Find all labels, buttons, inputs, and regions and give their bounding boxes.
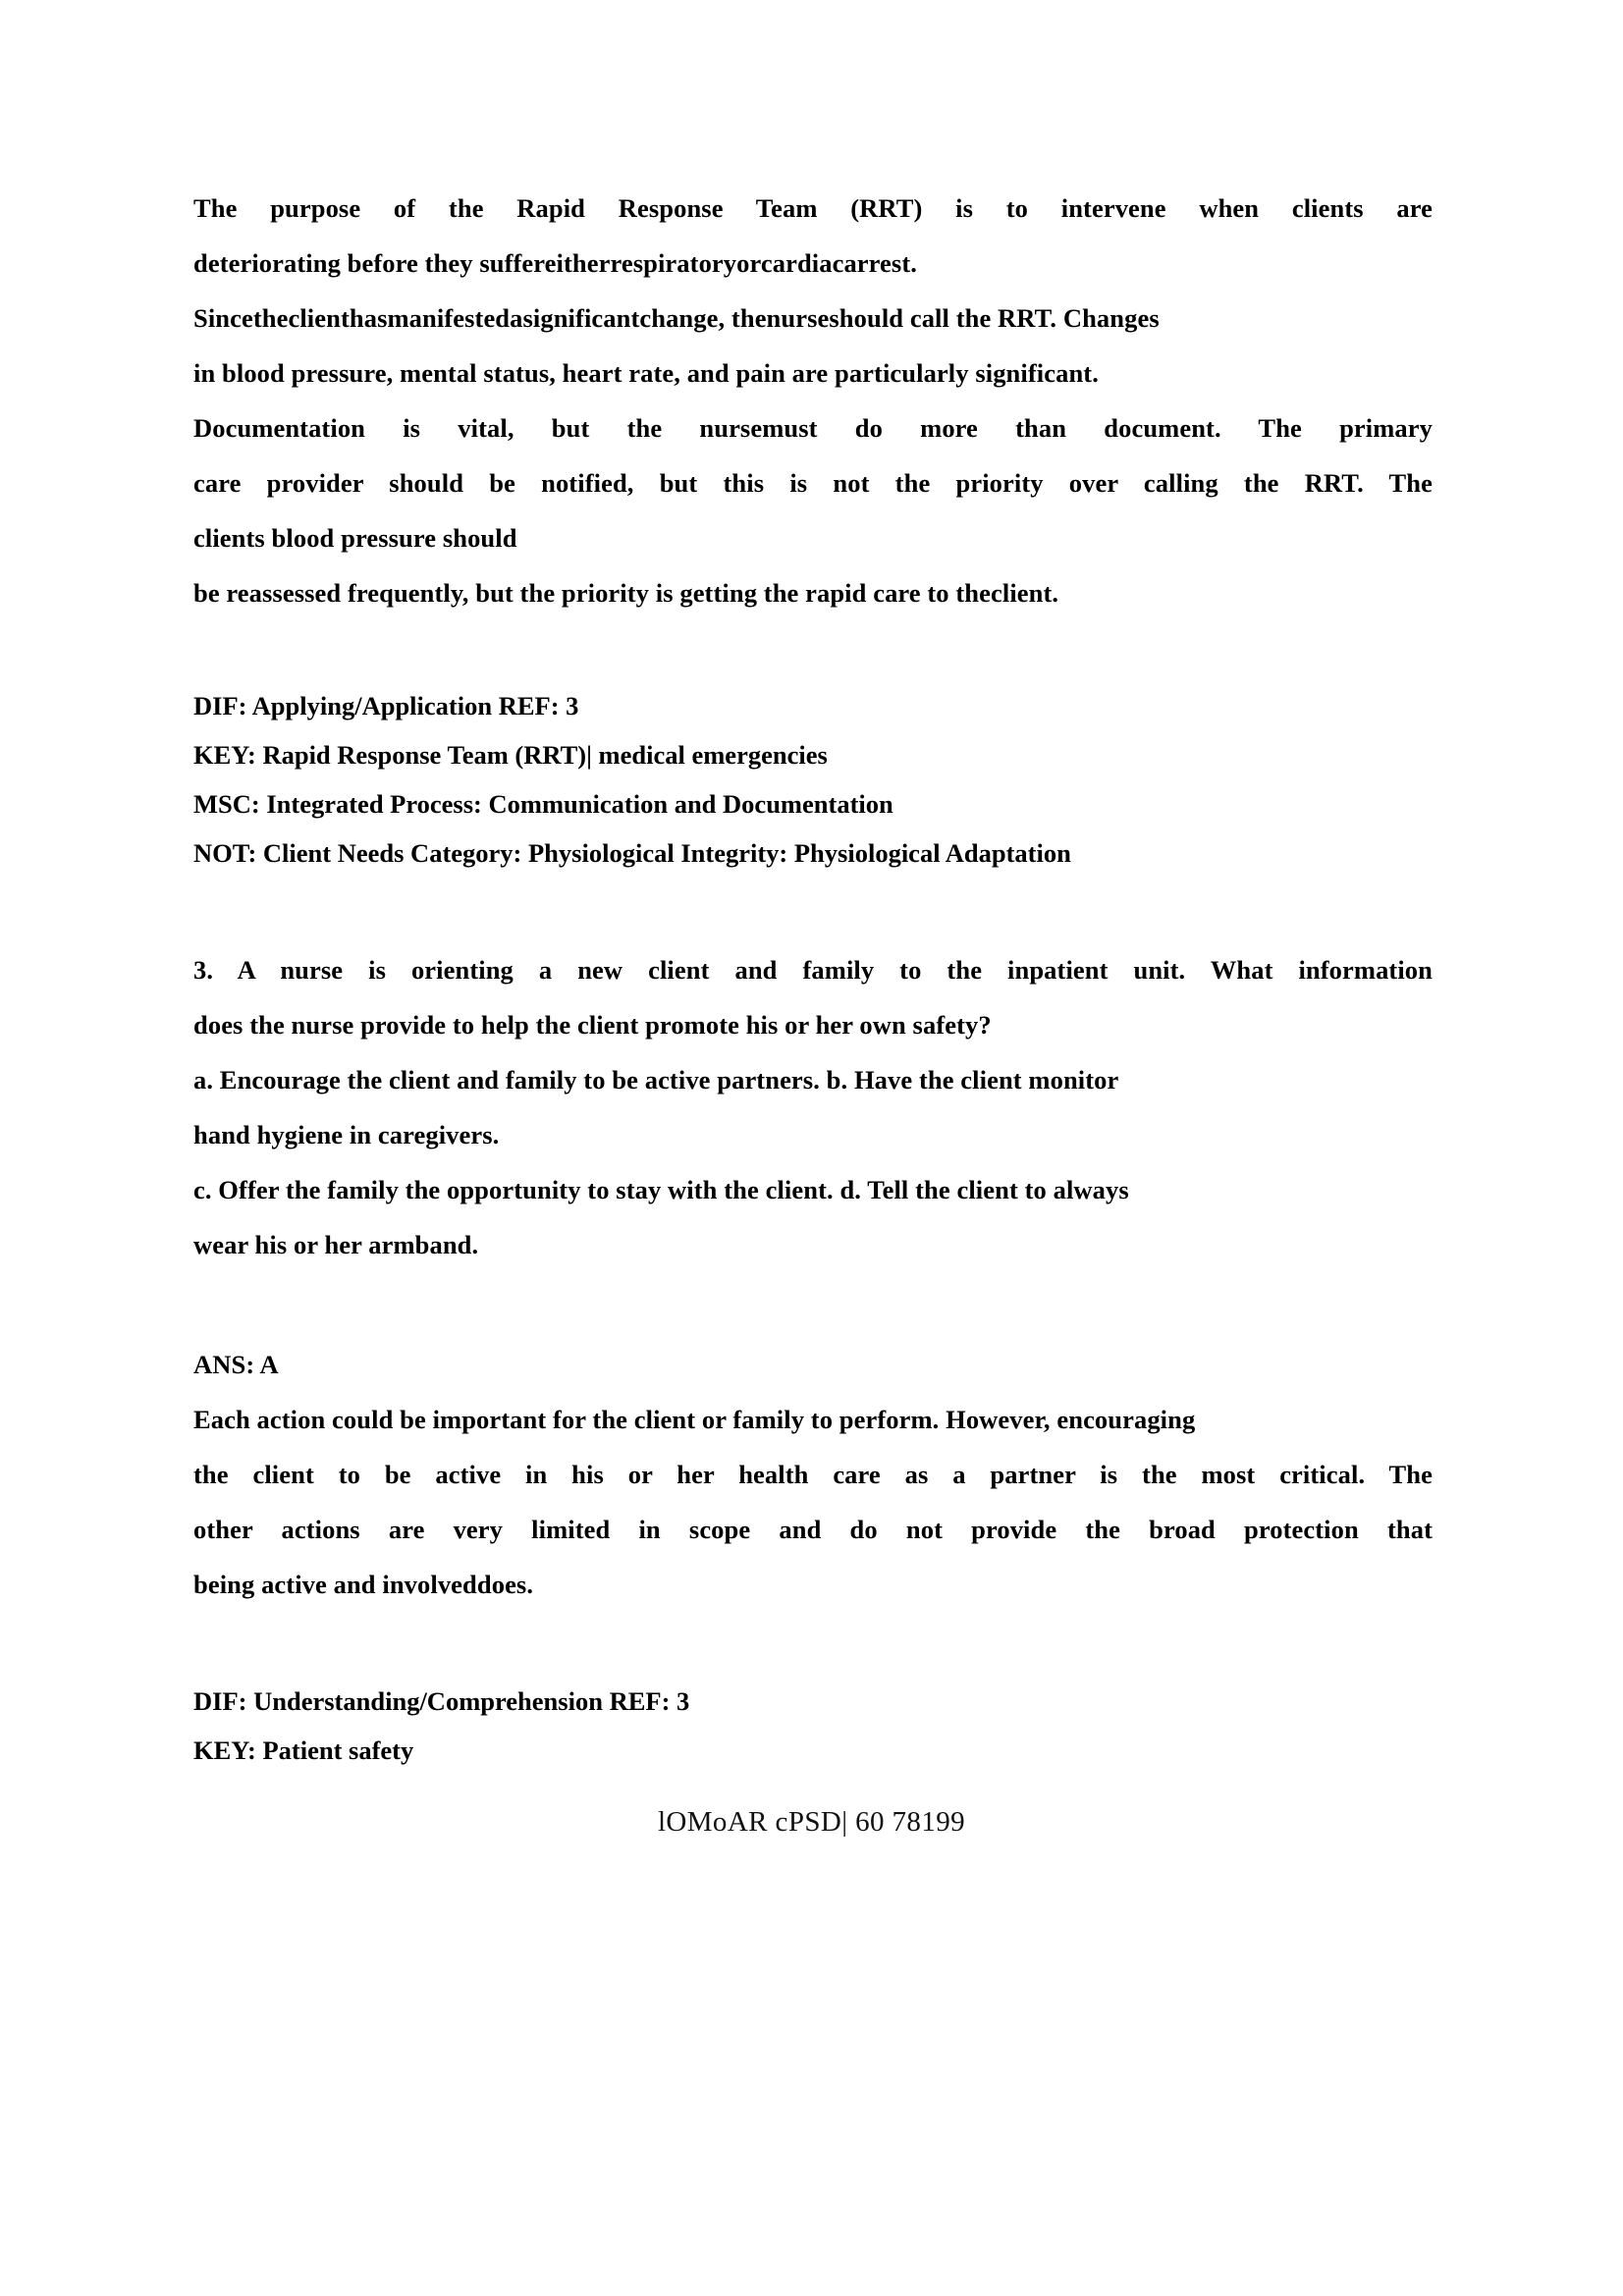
rationale-1-line-7: clients blood pressure should: [193, 523, 517, 553]
metadata-block-1: [193, 681, 1433, 878]
document-body: [193, 181, 1433, 1775]
metadata-1-key: KEY: Rapid Response Team (RRT)| medical emergencies: [193, 740, 828, 770]
spacer-after-metadata-1: [193, 878, 1433, 942]
answer-3-rationale-line-3: other actions are very limited in scope and do not provide the broad protection that: [193, 1515, 1433, 1544]
answer-3-label: ANS: A: [193, 1350, 279, 1379]
spacer-after-answer-3: [193, 1612, 1433, 1677]
page-footer-watermark: lOMoAR cPSD| 60 78199: [657, 1806, 966, 1838]
question-3-option-line-2: hand hygiene in caregivers.: [193, 1120, 500, 1149]
question-3-option-line-1: a. Encourage the client and family to be active partners. b. Have the client monitor: [193, 1065, 1119, 1095]
spacer-before-answer-3: [193, 1272, 1433, 1337]
question-3-option-line-4: wear his or her armband.: [193, 1230, 479, 1259]
metadata-1-dif: DIF: Applying/Application REF: 3: [193, 691, 579, 721]
question-3-stem-line-2: does the nurse provide to help the client promote his or her own safety?: [193, 1010, 992, 1040]
question-3-option-line-3: c. Offer the family the opportunity to stay with the client. d. Tell the client to always: [193, 1175, 1129, 1204]
rationale-1-line-4: in blood pressure, mental status, heart rate, and pain are particularly significant.: [193, 358, 1099, 388]
question-3-stem-line-1: 3. A nurse is orienting a new client and family to the inpatient unit. What information: [193, 955, 1433, 985]
metadata-1-msc: MSC: Integrated Process: Communication and Documentation: [193, 789, 893, 819]
answer-3-rationale-line-1: Each action could be important for the client or family to perform. However, encouraging: [193, 1405, 1196, 1434]
answer-3-rationale-line-2: the client to be active in his or her health care as a partner is the most critical. The: [193, 1460, 1433, 1489]
metadata-block-2: [193, 1677, 1433, 1775]
rationale-1-line-8: be reassessed frequently, but the priority is getting the rapid care to theclient.: [193, 578, 1059, 608]
answer-3-block: [193, 1337, 1433, 1612]
rationale-paragraph-1: [193, 181, 1433, 620]
rationale-1-line-5: Documentation is vital, but the nursemust do more than document. The primary: [193, 413, 1433, 443]
answer-3-rationale-line-4: being active and involveddoes.: [193, 1570, 534, 1599]
metadata-1-not: NOT: Client Needs Category: Physiological Integrity: Physiological Adaptation: [193, 838, 1071, 868]
rationale-1-line-3: Sincetheclienthasmanifestedasignificantchange, thenurseshould call the RRT. Changes: [193, 303, 1160, 333]
metadata-2-key: KEY: Patient safety: [193, 1735, 414, 1765]
rationale-1-line-2: deteriorating before they suffereitherrespiratoryorcardiacarrest.: [193, 248, 917, 278]
question-3-options: [193, 1052, 1433, 1272]
rationale-1-line-6: care provider should be notified, but this is not the priority over calling the RRT. The: [193, 468, 1433, 498]
metadata-2-dif: DIF: Understanding/Comprehension REF: 3: [193, 1686, 690, 1716]
spacer-after-rationale-1: [193, 620, 1433, 681]
rationale-1-line-1: The purpose of the Rapid Response Team (RRT) is to intervene when clients are: [193, 193, 1433, 223]
question-3-stem: [193, 942, 1433, 1052]
